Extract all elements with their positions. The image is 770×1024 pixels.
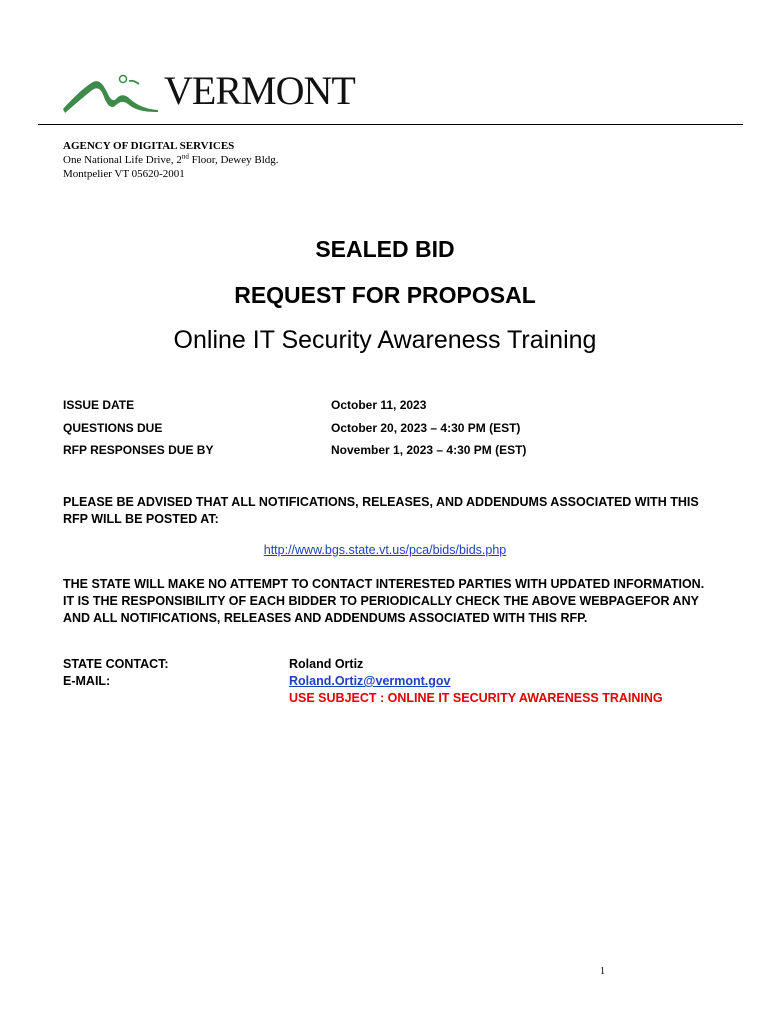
contact-email-link[interactable]: Roland.Ortiz@vermont.gov: [289, 674, 451, 688]
logo-wordmark: VERMONT: [164, 68, 355, 113]
bids-url-line: [0, 543, 770, 557]
header-divider: [38, 124, 743, 125]
email-label: E-MAIL:: [63, 674, 111, 688]
notice-text: THE STATE WILL MAKE NO ATTEMPT TO CONTACT INTERESTED PARTIES WITH UPDATED INFORMATION. IT IS THE RESPONSIBILITY OF EACH BIDDER TO PERIODICALLY CHECK THE ABOVE WEBPAGEFOR ANY AND ALL NOTIFICATIONS, RELEASES AND ADDENDUMS ASSOCIATED WITH THIS RFP.: [63, 577, 705, 625]
contact-block: [63, 657, 743, 708]
doc-title-rfp: REQUEST FOR PROPOSAL: [234, 282, 536, 308]
date-row: [63, 398, 663, 421]
agency-address-block: [63, 139, 279, 181]
advisory-text: PLEASE BE ADVISED THAT ALL NOTIFICATIONS, RELEASES, AND ADDENDUMS ASSOCIATED WITH THIS RFP WILL BE POSTED AT:: [63, 495, 699, 526]
key-dates-table: [63, 398, 663, 466]
subject-row: [63, 691, 743, 708]
page-number: 1: [600, 966, 605, 977]
doc-subtitle: Online IT Security Awareness Training: [173, 326, 597, 354]
bids-url-link[interactable]: http://www.bgs.state.vt.us/pca/bids/bids.php: [263, 543, 507, 557]
doc-title-sealed-bid: SEALED BID: [315, 236, 455, 262]
agency-address-line2: Montpelier VT 05620-2001: [63, 168, 185, 180]
mountain-icon: [63, 72, 168, 114]
date-label: ISSUE DATE: [63, 398, 135, 412]
state-contact-label: STATE CONTACT:: [63, 657, 169, 671]
date-row: [63, 443, 663, 466]
agency-address-line1: One National Life Drive, 2nd Floor, Dewey Bldg.: [63, 152, 279, 166]
date-value: October 11, 2023: [331, 398, 427, 412]
vermont-logo: [63, 68, 355, 114]
agency-name: AGENCY OF DIGITAL SERVICES: [63, 140, 235, 152]
email-row: [63, 674, 743, 691]
state-contact-name: Roland Ortiz: [289, 657, 364, 671]
email-subject-instruction: USE SUBJECT : ONLINE IT SECURITY AWARENESS TRAINING: [289, 691, 663, 705]
date-label: RFP RESPONSES DUE BY: [63, 443, 214, 457]
date-value: November 1, 2023 – 4:30 PM (EST): [331, 443, 527, 457]
contact-row: [63, 657, 743, 674]
date-row: [63, 421, 663, 444]
date-value: October 20, 2023 – 4:30 PM (EST): [331, 420, 521, 435]
date-label: QUESTIONS DUE: [63, 420, 163, 435]
